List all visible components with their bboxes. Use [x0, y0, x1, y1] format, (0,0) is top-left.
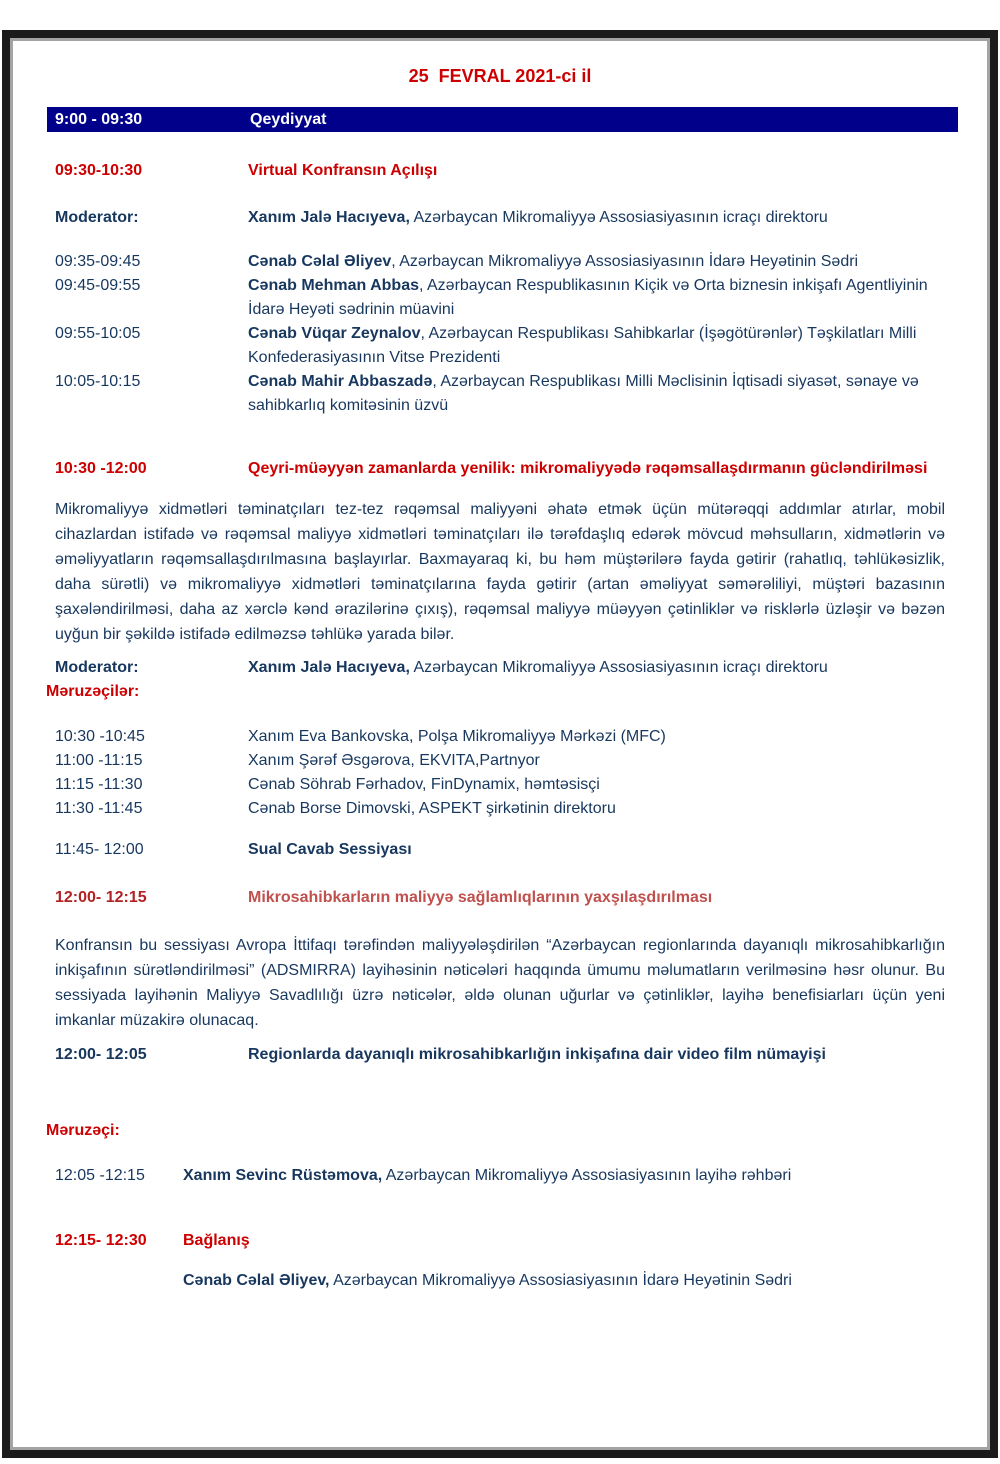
project-speaker-row — [55, 1164, 945, 1188]
moderator-role: Azərbaycan Mikromaliyyə Assosiasiyasının icraçı direktoru — [409, 659, 828, 676]
list-item — [55, 773, 945, 797]
speaker-text: Xanım Eva Bankovska, Polşa Mikromaliyyə Mərkəzi (MFC) — [248, 728, 666, 745]
moderator-desc — [248, 656, 945, 680]
speaker-role: , Azərbaycan Respublikası Milli Məclisinin İqtisadi siyasət, sənaye və sahibkarlıq komitəsinin üzvü — [248, 373, 919, 414]
speaker-row — [55, 322, 945, 370]
speaker-time: 11:15 -11:30 — [55, 776, 143, 793]
moderator-row — [55, 656, 945, 680]
moderator-label: Moderator: — [55, 659, 139, 676]
session1-description: Mikromaliyyə xidmətləri təminatçıları tez-tez rəqəmsal maliyyəni əhatə etmək üçün mütərəqqi addımlar atırlar, mobil cihazlardan istifadə və rəqəmsal maliyyə xidmətləri təminatçıları ilə tərəfdaşlıq edərək mövcud məhsulların, xidmətlərin və əməliyyatların rəqəmsallaşdırılmasına başlayırlar. Baxmayaraq ki, bu həm müştərilərə fayda gətirir (rahatlıq, təhlükəsizlik, daha sürətli) və mikromaliyyə xidmətləri təminatçılarına fayda gətirir (artan əməliyyat səmərəliliyi, müştəri bazasının şaxələndirilməsi, daha az xərclə kənd ərazilərinə çıxış), rəqəmsal maliyyə müəyyən çətinliklər və risklərlə üzləşir və bəzən uyğun bir şəkildə istifadə edilməzsə təhlükə yarada bilər. — [55, 501, 945, 643]
speaker-row — [55, 274, 945, 322]
list-item — [55, 797, 945, 821]
speaker-name: Xanım Sevinc Rüstəmova, — [183, 1167, 383, 1184]
qa-time: 11:45- 12:00 — [55, 841, 144, 858]
registration-bar — [47, 107, 958, 132]
agenda-document-frame — [2, 30, 998, 1458]
session1-heading-row — [55, 457, 945, 481]
speaker-desc — [248, 370, 945, 418]
session1-title: Qeyri-müəyyən zamanlarda yenilik: mikromaliyyədə rəqəmsallaşdırmanın gücləndirilməsi — [248, 460, 928, 477]
speaker-text: Cənab Borse Dimovski, ASPEKT şirkətinin direktoru — [248, 800, 616, 817]
opening-time: 09:30-10:30 — [55, 162, 143, 179]
speaker-time: 09:35-09:45 — [55, 253, 141, 270]
moderator-desc — [248, 206, 945, 230]
closing-title: Bağlanış — [183, 1232, 250, 1249]
speaker-role: , Azərbaycan Mikromaliyyə Assosiasiyasının İdarə Heyətinin Sədri — [391, 253, 859, 270]
video-time: 12:00- 12:05 — [55, 1046, 147, 1063]
closing-time: 12:15- 12:30 — [55, 1232, 147, 1249]
closing-speaker-line — [183, 1269, 945, 1293]
speakers-section-label: Məruzəçilər: — [46, 683, 140, 700]
closing-session-row — [55, 1229, 945, 1253]
session2-heading-row — [55, 886, 945, 910]
qa-session-row — [55, 838, 945, 862]
speaker-text: Xanım Şərəf Əsgərova, EKVITA,Partnyor — [248, 752, 540, 769]
speaker-role: Azərbaycan Mikromaliyyə Assosiasiyasının layihə rəhbəri — [382, 1167, 792, 1184]
session1-time: 10:30 -12:00 — [55, 460, 147, 477]
moderator-name: Xanım Jalə Hacıyeva, — [248, 659, 410, 676]
registration-label: Qeydiyyat — [250, 110, 327, 128]
speaker-section-label: Məruzəçi: — [46, 1122, 120, 1139]
speaker-time: 09:45-09:55 — [55, 277, 141, 294]
speaker-name: Cənab Vüqar Zeynalov — [248, 325, 421, 342]
session1-speakers-list — [55, 725, 945, 821]
list-item — [55, 749, 945, 773]
moderator-label: Moderator: — [55, 209, 139, 226]
speaker-time: 11:00 -11:15 — [55, 752, 143, 769]
speaker-time: 12:05 -12:15 — [55, 1167, 145, 1184]
speaker-role: , Azərbaycan Respublikası Sahibkarlar (İşəgötürənlər) Təşkilatları Milli Konfederasiyasının Vitse Prezidenti — [248, 325, 917, 366]
registration-time: 9:00 - 09:30 — [55, 110, 143, 128]
speaker-role: , Azərbaycan Respublikasının Kiçik və Orta biznesin inkişafı Agentliyinin İdarə Heyəti sədrinin müavini — [248, 277, 928, 318]
qa-title: Sual Cavab Sessiyası — [248, 841, 412, 858]
video-screening-row — [55, 1043, 945, 1067]
speaker-row — [55, 370, 945, 418]
speaker-desc — [248, 274, 945, 322]
speaker-desc — [183, 1269, 792, 1293]
speaker-role: Azərbaycan Mikromaliyyə Assosiasiyasının İdarə Heyətinin Sədri — [329, 1272, 792, 1289]
session2-description: Konfransın bu sessiyası Avropa İttifaqı tərəfindən maliyyələşdirilən “Azərbaycan regionlarında dayanıqlı mikrosahibkarlığın inkişafının sürətləndirilməsi” (ADSMIRRA) layihəsinin nəticələri haqqında ümumu məlumatların verilməsinə həsr olunur. Bu sessiyada layihənin Maliyyə Savadlılığı üzrə nəticələr, əldə olunan uğurlar və çətinliklər, layihə benefisiarları üçün yeni imkanlar müzakirə olunacaq. — [55, 937, 945, 1029]
speaker-desc — [248, 250, 945, 274]
speaker-desc — [248, 322, 945, 370]
speaker-time: 09:55-10:05 — [55, 325, 141, 342]
speaker-name: Cənab Mehman Abbas — [248, 277, 419, 294]
session2-title: Mikrosahibkarların maliyyə sağlamlıqlarının yaxşılaşdırılması — [248, 889, 713, 906]
speaker-name: Cənab Cəlal Əliyev, — [183, 1272, 330, 1289]
list-item — [55, 725, 945, 749]
opening-session-row — [55, 159, 945, 183]
speaker-desc — [183, 1164, 791, 1188]
conference-date-title: 25 FEVRAL 2021-ci il — [408, 66, 592, 86]
moderator-row — [55, 206, 945, 230]
moderator-name: Xanım Jalə Hacıyeva, — [248, 209, 410, 226]
moderator-role: Azərbaycan Mikromaliyyə Assosiasiyasının icraçı direktoru — [409, 209, 828, 226]
speaker-text: Cənab Söhrab Fərhadov, FinDynamix, həmtəsisçi — [248, 776, 600, 793]
opening-speakers-list — [55, 250, 945, 418]
speaker-time: 11:30 -11:45 — [55, 800, 143, 817]
session2-time: 12:00- 12:15 — [55, 889, 147, 906]
speaker-name: Cənab Mahir Abbaszadə — [248, 373, 433, 390]
video-title: Regionlarda dayanıqlı mikrosahibkarlığın inkişafına dair video film nümayişi — [248, 1046, 826, 1063]
speaker-row — [55, 250, 945, 274]
speaker-time: 10:30 -10:45 — [55, 728, 145, 745]
opening-title: Virtual Konfransın Açılışı — [248, 162, 438, 179]
speaker-name: Cənab Cəlal Əliyev — [248, 253, 392, 270]
speaker-time: 10:05-10:15 — [55, 373, 141, 390]
